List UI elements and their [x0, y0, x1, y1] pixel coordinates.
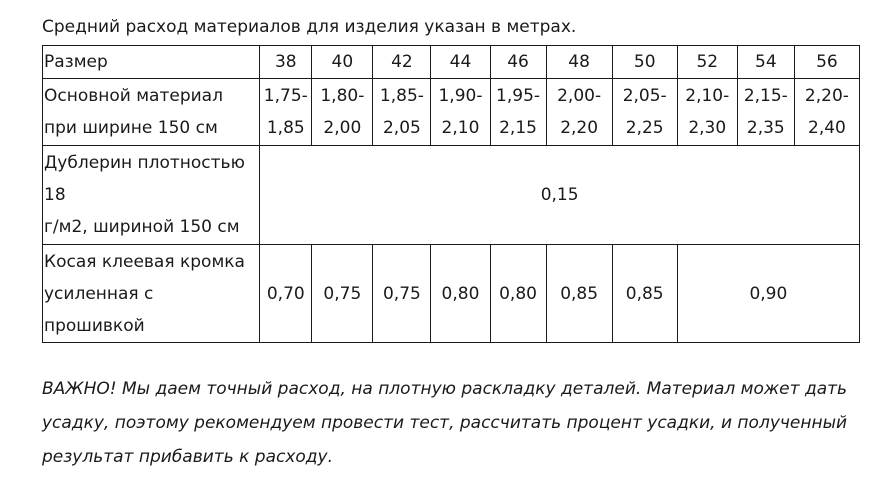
label-line: Косая клеевая кромка [44, 251, 245, 272]
range-min: 1,85- [379, 86, 424, 106]
label-line: Основной материал [44, 86, 223, 106]
range-max: 2,35 [746, 118, 785, 138]
edge-tape-value: 0,75 [312, 245, 373, 343]
range-min: 1,75- [263, 86, 308, 106]
range-max: 2,25 [625, 118, 664, 138]
label-line: прошивкой [44, 315, 145, 336]
size-cell: 54 [737, 46, 794, 79]
size-cell: 52 [677, 46, 737, 79]
range-max: 1,85 [266, 118, 305, 138]
range-min: 2,20- [804, 86, 849, 106]
edge-tape-label [43, 245, 260, 343]
label-line: при ширине 150 см [44, 118, 218, 138]
range-cell [546, 79, 612, 146]
range-cell [260, 79, 312, 146]
range-min: 2,10- [685, 86, 730, 106]
range-min: 1,90- [438, 86, 483, 106]
main-material-label [43, 79, 260, 146]
size-cell: 46 [490, 46, 546, 79]
table-caption: Средний расход материалов для изделия указан в метрах. [42, 17, 577, 37]
size-header-label: Размер [43, 46, 260, 79]
edge-tape-merged-value: 0,90 [677, 245, 859, 343]
range-min: 1,80- [320, 86, 365, 106]
important-note: ВАЖНО! Мы даем точный расход, на плотную раскладку деталей. Материал может дать усадку, поэтому рекомендуем провести тест, рассчитать процент усадки, и полученный результат прибавить к расходу. [42, 379, 848, 467]
materials-table [42, 45, 860, 343]
range-max: 2,40 [808, 118, 846, 138]
range-min: 2,05- [622, 86, 667, 106]
size-cell: 44 [431, 46, 490, 79]
table-header-row [43, 46, 860, 79]
range-max: 2,10 [441, 118, 480, 138]
edge-tape-value: 0,85 [546, 245, 612, 343]
range-max: 2,15 [499, 118, 537, 138]
range-cell [312, 79, 373, 146]
range-max: 2,05 [382, 118, 421, 138]
edge-tape-value: 0,85 [612, 245, 677, 343]
range-cell [373, 79, 431, 146]
range-cell [612, 79, 677, 146]
edge-tape-row [43, 245, 860, 343]
range-cell [490, 79, 546, 146]
edge-tape-value: 0,75 [373, 245, 431, 343]
interlining-label [43, 146, 260, 245]
size-cell: 48 [546, 46, 612, 79]
main-material-row [43, 79, 860, 146]
range-cell [794, 79, 859, 146]
interlining-row [43, 146, 860, 245]
range-max: 2,00 [323, 118, 362, 138]
size-cell: 38 [260, 46, 312, 79]
range-cell [431, 79, 490, 146]
range-cell [677, 79, 737, 146]
label-line: усиленная с [44, 283, 154, 304]
range-max: 2,30 [688, 118, 727, 138]
range-min: 2,15- [743, 86, 788, 106]
interlining-value: 0,15 [260, 146, 860, 245]
label-line: Дублерин плотностью [44, 153, 245, 173]
size-cell: 50 [612, 46, 677, 79]
size-cell: 56 [794, 46, 859, 79]
edge-tape-value: 0,80 [490, 245, 546, 343]
range-min: 1,95- [496, 86, 541, 106]
size-cell: 42 [373, 46, 431, 79]
edge-tape-value: 0,70 [260, 245, 312, 343]
range-max: 2,20 [560, 118, 599, 138]
range-cell [737, 79, 794, 146]
label-line: г/м2, шириной 150 см [44, 217, 240, 237]
label-line: 18 [44, 185, 66, 205]
edge-tape-value: 0,80 [431, 245, 490, 343]
size-cell: 40 [312, 46, 373, 79]
range-min: 2,00- [557, 86, 602, 106]
